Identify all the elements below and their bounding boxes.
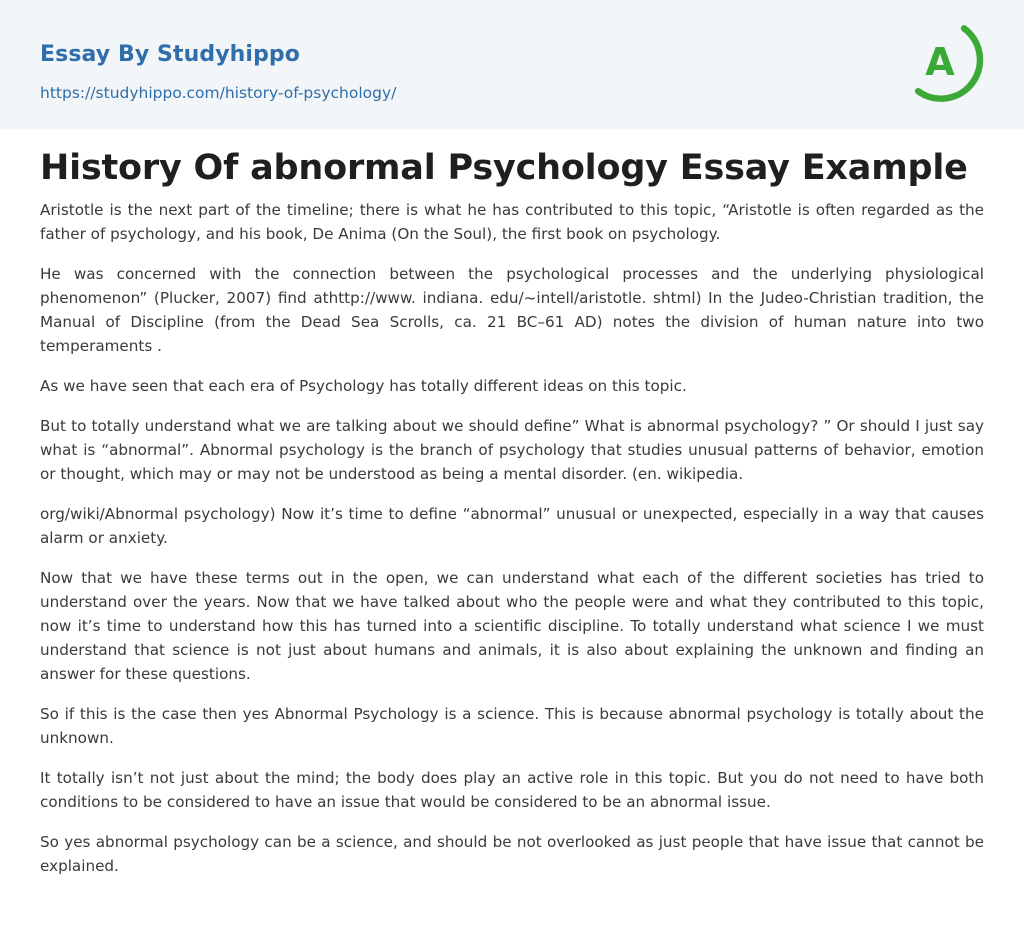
paragraph: But to totally understand what we are talking about we should define” What is abnormal psychology? ” Or should I just say what is “abnormal”. Abnormal psychology is the branch of psychology that studies unusual patterns of behavior, emotion or thought, which may or may not be understood as being a mental disorder. (en. wikipedia. [40, 417, 984, 483]
paragraph: As we have seen that each era of Psychology has totally different ideas on this topic. [40, 377, 687, 395]
article-body [40, 198, 984, 878]
paragraph: He was concerned with the connection between the psychological processes and the underlying physiological phenomenon” (Plucker, 2007) find athttp://www. indiana. edu/~intell/aristotle. shtml) In the Judeo-Christian tradition, the Manual of Discipline (from the Dead Sea Scrolls, ca. 21 BC–61 AD) notes the division of human nature into two temperaments . [40, 265, 984, 355]
paragraph: Now that we have these terms out in the open, we can understand what each of the different societies has tried to understand over the years. Now that we have talked about who the people were and what they contributed to this topic, now it’s time to understand how this has turned into a scientific discipline. To totally understand what science I we must understand that science is not just about humans and animals, it is also about explaining the unknown and finding an answer for these questions. [40, 569, 984, 683]
brand-title[interactable]: Essay By Studyhippo [40, 42, 300, 67]
paragraph: Aristotle is the next part of the timeline; there is what he has contributed to this topic, “Aristotle is often regarded as the father of psychology, and his book, De Anima (On the Soul), the first book on psychology. [40, 201, 984, 243]
page-title: History Of abnormal Psychology Essay Example [40, 148, 968, 188]
source-url-link[interactable]: https://studyhippo.com/history-of-psychology/ [40, 84, 397, 102]
logo-letter: A [925, 40, 955, 84]
studyhippo-logo-icon[interactable] [910, 18, 990, 106]
paragraph: So yes abnormal psychology can be a science, and should be not overlooked as just people that have issue that cannot be explained. [40, 833, 984, 875]
article [40, 146, 984, 878]
paragraph: So if this is the case then yes Abnormal Psychology is a science. This is because abnormal psychology is totally about the unknown. [40, 705, 984, 747]
site-header [0, 0, 1024, 129]
paragraph: It totally isn’t not just about the mind; the body does play an active role in this topic. But you do not need to have both conditions to be considered to have an issue that would be considered to be an abnormal issue. [40, 769, 984, 811]
paragraph: org/wiki/Abnormal psychology) Now it’s time to define “abnormal” unusual or unexpected, especially in a way that causes alarm or anxiety. [40, 505, 984, 547]
